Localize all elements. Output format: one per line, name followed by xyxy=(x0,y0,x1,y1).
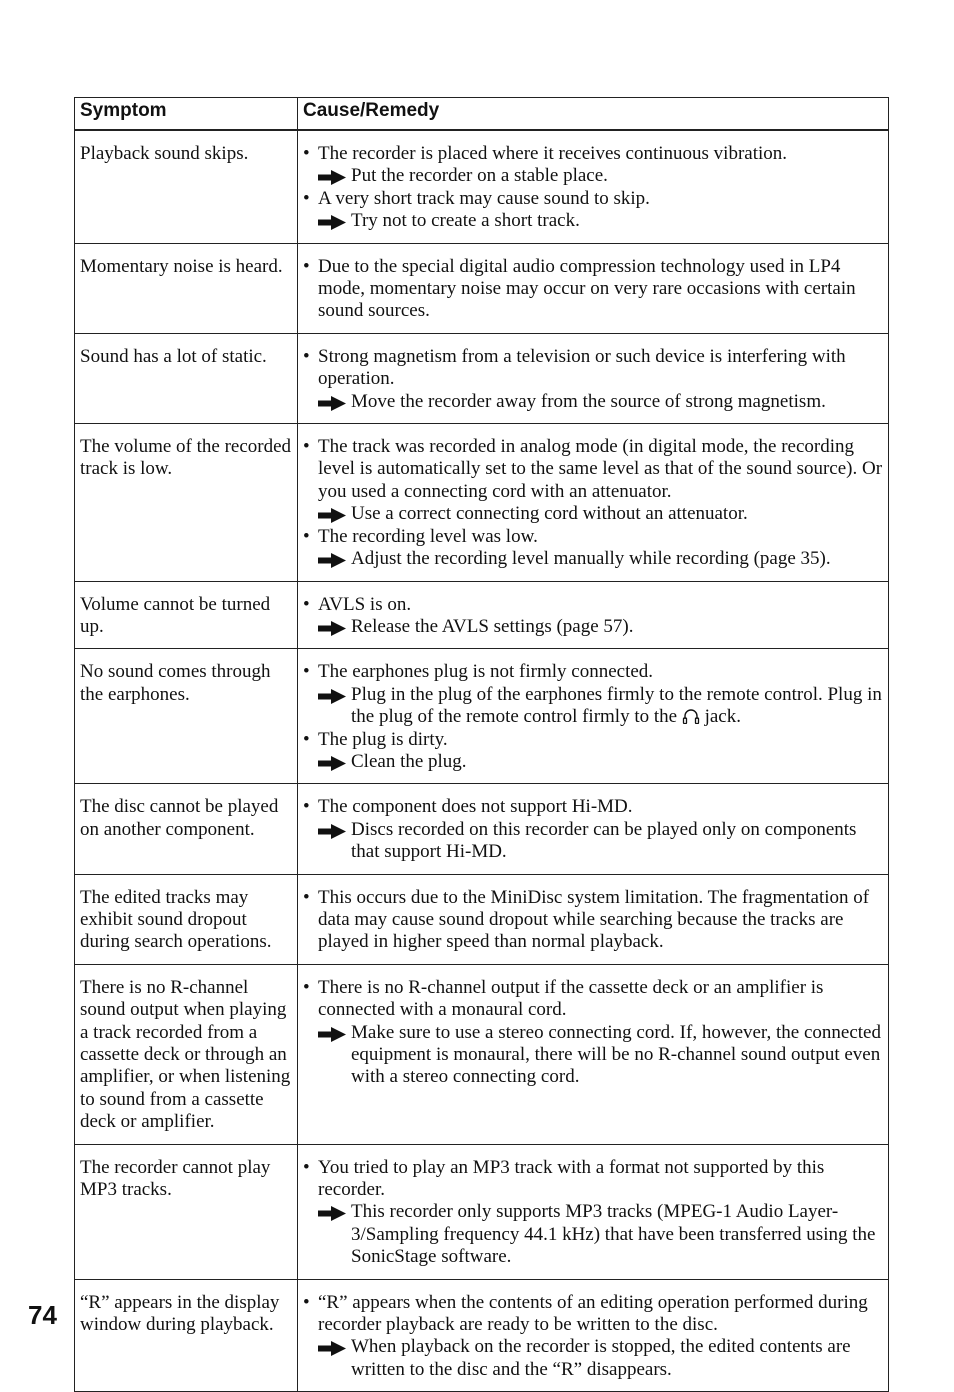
symptom-cell: “R” appears in the display window during playback. xyxy=(75,1279,298,1392)
remedy-item xyxy=(302,165,884,187)
symptom-cell: Volume cannot be turned up. xyxy=(75,581,298,649)
table-row xyxy=(75,130,889,243)
cause-text: The track was recorded in analog mode (in digital mode, the recording level is automatically set to the same level as that of the sound source). Or you used a connecting cord with an attenuator. xyxy=(318,436,883,502)
table-body xyxy=(75,130,889,1392)
remedy-item xyxy=(302,751,884,773)
cause-remedy-cell xyxy=(298,424,889,581)
remedy-text: Put the recorder on a stable place. xyxy=(351,165,608,187)
headphones-icon xyxy=(682,708,700,724)
bullet-mark: • xyxy=(303,728,310,750)
table-row xyxy=(75,243,889,333)
right-arrow-icon xyxy=(318,169,346,184)
symptom-column-header: Symptom xyxy=(75,98,298,131)
right-arrow-icon xyxy=(318,688,346,703)
remedy-text: When playback on the recorder is stopped, the edited contents are written to the disc and the “R” disappears. xyxy=(351,1336,851,1380)
right-arrow-icon xyxy=(318,507,346,522)
bullet-mark: • xyxy=(303,796,310,818)
cause-text: The recording level was low. xyxy=(318,525,538,547)
table-row xyxy=(75,581,889,649)
remedy-text: Move the recorder away from the source of strong magnetism. xyxy=(351,390,826,412)
cause-item xyxy=(302,977,884,1022)
symptom-cell: The disc cannot be played on another component. xyxy=(75,784,298,874)
cause-text: AVLS is on. xyxy=(318,593,412,615)
cause-text: “R” appears when the contents of an editing operation performed during recorder playback are ready to be written to the disc. xyxy=(318,1291,868,1336)
table-row xyxy=(75,964,889,1144)
right-arrow-icon xyxy=(318,1340,346,1355)
cause-text: The earphones plug is not firmly connected. xyxy=(318,661,654,683)
remedy-text: Adjust the recording level manually while recording (page 35). xyxy=(351,548,831,570)
remedy-text-tail: jack. xyxy=(704,706,741,728)
symptom-cell: The volume of the recorded track is low. xyxy=(75,424,298,581)
cause-remedy-cell xyxy=(298,243,889,333)
table-row xyxy=(75,784,889,874)
cause-remedy-cell xyxy=(298,964,889,1144)
troubleshooting-table xyxy=(74,97,889,1392)
cause-remedy-cell xyxy=(298,1144,889,1279)
right-arrow-icon xyxy=(318,214,346,229)
table-row xyxy=(75,874,889,964)
remedy-text: Use a correct connecting cord without an attenuator. xyxy=(351,503,748,525)
remedy-item xyxy=(302,684,884,729)
bullet-mark: • xyxy=(303,345,310,367)
remedy-text: Make sure to use a stereo connecting cord. If, however, the connected equipment is monaural, there will be no R-channel sound output even with a stereo connecting cord. xyxy=(351,1021,881,1088)
cause-remedy-cell xyxy=(298,874,889,964)
bullet-mark: • xyxy=(303,661,310,683)
cause-text: Due to the special digital audio compression technology used in LP4 mode, momentary noise may occur on very rare occasions with certain sound sources. xyxy=(318,255,856,322)
remedy-item xyxy=(302,503,884,525)
symptom-cell: The edited tracks may exhibit sound dropout during search operations. xyxy=(75,874,298,964)
right-arrow-icon xyxy=(318,755,346,770)
right-arrow-icon xyxy=(318,1205,346,1220)
cause-text: This occurs due to the MiniDisc system limitation. The fragmentation of data may cause sound dropout while searching because the tracks are played in higher speed than normal playback. xyxy=(318,886,870,953)
bullet-mark: • xyxy=(303,976,310,998)
bullet-mark: • xyxy=(303,525,310,547)
cause-item xyxy=(302,346,884,391)
cause-text: The component does not support Hi-MD. xyxy=(318,796,633,818)
remedy-item xyxy=(302,1336,884,1381)
remedy-item xyxy=(302,548,884,570)
cause-remedy-cell xyxy=(298,333,889,423)
bullet-mark: • xyxy=(303,187,310,209)
right-arrow-icon xyxy=(318,823,346,838)
cause-text: The plug is dirty. xyxy=(318,728,448,750)
right-arrow-icon xyxy=(318,395,346,410)
cause-item xyxy=(302,256,884,323)
table-row xyxy=(75,1279,889,1392)
remedy-text: Plug in the plug of the earphones firmly to the remote control. Plug in the plug of the remote control firmly to the xyxy=(351,683,882,728)
page-number: 74 xyxy=(28,1300,57,1330)
cause-text: There is no R-channel output if the cassette deck or an amplifier is connected with a monaural cord. xyxy=(318,976,824,1021)
cause-remedy-cell xyxy=(298,130,889,243)
right-arrow-icon xyxy=(318,552,346,567)
remedy-item xyxy=(302,1201,884,1268)
symptom-cell: The recorder cannot play MP3 tracks. xyxy=(75,1144,298,1279)
remedy-text: Try not to create a short track. xyxy=(351,210,580,232)
cause-remedy-cell xyxy=(298,581,889,649)
bullet-mark: • xyxy=(303,886,310,908)
symptom-cell: Momentary noise is heard. xyxy=(75,243,298,333)
cause-item xyxy=(302,729,884,751)
cause-item xyxy=(302,526,884,548)
cause-item xyxy=(302,594,884,616)
cause-item xyxy=(302,887,884,954)
symptom-cell: Sound has a lot of static. xyxy=(75,333,298,423)
cause-item xyxy=(302,661,884,683)
cause-remedy-column-header: Cause/Remedy xyxy=(298,98,889,131)
bullet-mark: • xyxy=(303,143,310,164)
cause-item xyxy=(302,143,884,165)
remedy-text: This recorder only supports MP3 tracks (MPEG-1 Audio Layer-3/Sampling frequency 44.1 kHz) that have been transferred using the SonicStage software. xyxy=(351,1201,876,1268)
bullet-mark: • xyxy=(303,436,310,458)
right-arrow-icon xyxy=(318,620,346,635)
symptom-cell: Playback sound skips. xyxy=(75,130,298,243)
table-row xyxy=(75,424,889,581)
cause-text: A very short track may cause sound to skip. xyxy=(318,187,650,209)
cause-item xyxy=(302,188,884,210)
remedy-item xyxy=(302,391,884,413)
remedy-item xyxy=(302,616,884,638)
symptom-cell: No sound comes through the earphones. xyxy=(75,649,298,784)
cause-text: The recorder is placed where it receives continuous vibration. xyxy=(318,143,788,164)
cause-item xyxy=(302,796,884,818)
table-row xyxy=(75,1144,889,1279)
bullet-mark: • xyxy=(303,1156,310,1178)
right-arrow-icon xyxy=(318,1026,346,1041)
bullet-mark: • xyxy=(303,255,310,277)
cause-remedy-cell xyxy=(298,784,889,874)
table-header-row xyxy=(75,98,889,131)
cause-item xyxy=(302,1157,884,1202)
remedy-text: Discs recorded on this recorder can be played only on components that support Hi-MD. xyxy=(351,818,857,863)
cause-text: Strong magnetism from a television or such device is interfering with operation. xyxy=(318,345,846,390)
cause-remedy-cell xyxy=(298,649,889,784)
remedy-item xyxy=(302,210,884,232)
remedy-text: Release the AVLS settings (page 57). xyxy=(351,615,634,637)
remedy-text: Clean the plug. xyxy=(351,750,467,772)
table-row xyxy=(75,649,889,784)
bullet-mark: • xyxy=(303,593,310,615)
cause-remedy-cell xyxy=(298,1279,889,1392)
cause-item xyxy=(302,436,884,503)
bullet-mark: • xyxy=(303,1291,310,1313)
symptom-cell: There is no R-channel sound output when playing a track recorded from a cassette deck or through an amplifier, or when listening to sound from a cassette deck or amplifier. xyxy=(75,964,298,1144)
table-row xyxy=(75,333,889,423)
remedy-item xyxy=(302,819,884,864)
cause-text: You tried to play an MP3 track with a format not supported by this recorder. xyxy=(318,1156,825,1201)
cause-item xyxy=(302,1292,884,1337)
remedy-item xyxy=(302,1022,884,1089)
